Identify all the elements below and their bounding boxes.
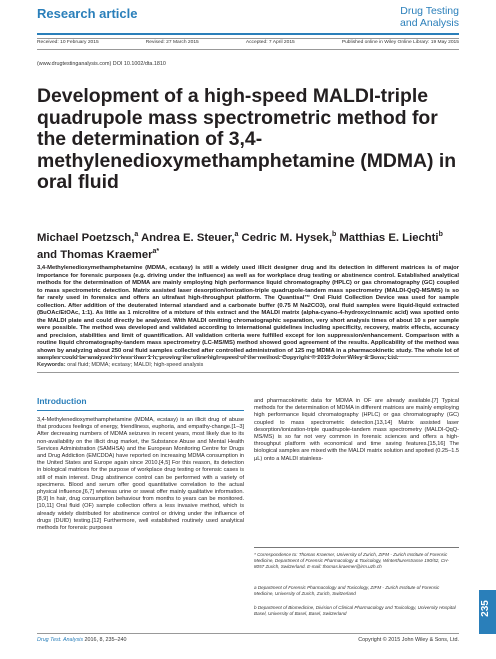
copyright: Copyright © 2015 John Wiley & Sons, Ltd.	[358, 637, 459, 643]
author-2: Andrea E. Steuer,$^a$	[140, 231, 239, 244]
doi-line[interactable]: (www.drugtestinganalysis.com) DOI 10.1002/dta.1810	[37, 61, 166, 67]
section-label: Research article	[37, 6, 138, 21]
citation	[37, 637, 127, 643]
keywords-rule-bottom	[37, 372, 459, 373]
keywords	[37, 362, 203, 368]
body-column-left: 3,4-Methylenedioxymethamphetamine (MDMA, ecstasy) is an illicit drug of abuse that produces feelings of energy, friendliness, euphoria, and empathy-change.[1–3] After decreasing numbers of MDMA seizures in recent years, most likely due to its non-availability on the illicit drug market, the Substance Abuse and Mental Health Services Administration (SAMHSA) and the European Monitoring Centre for Drugs and Drug Addiction (EMCDDA) have reported on increasing MDMA consumption in the United States and Europe again since 2010.[4,5] For this reason, its detection in biological matrices for the purpose of workplace drug testing or forensic cases is still of main interest. Drug abstinence control can be performed with a variety of specimens. Blood and serum offer good quantitative correlation to the actual physical influence,[6,7] whereas urine or sweat offer mainly qualitative information.[8,9] In hair, drug consumption behaviour from months to years can be monitored.[10,11] Oral fluid (OF) sample collection offers a less invasive method, which is already widely distributed for abstinence control or driving under the influence of drugs (DUID) testing.[12] Furthermore, well established routinely used analytical methods for forensic purposes	[37, 417, 244, 532]
footnote-rule	[254, 547, 459, 548]
author-3: Cedric M. Hysek,$^b$	[241, 231, 337, 244]
journal-name	[359, 5, 459, 29]
page-number: 235	[480, 600, 492, 617]
keywords-list: oral fluid; MDMA; ecstasy; MALDI; high-speed analysis	[67, 362, 204, 368]
article-dates	[37, 40, 459, 45]
header-rule	[37, 33, 459, 35]
keywords-rule-top	[37, 356, 459, 357]
dates-rule-bottom	[37, 49, 459, 50]
published-date: Published online in Wiley Online Library: 19 May 2015	[341, 40, 459, 45]
received-date: Received: 10 February 2015	[37, 40, 99, 45]
journal-name-line1: Drug Testing	[400, 5, 459, 17]
footnote-correspondence: * Correspondence to: Thomas Kraemer, University of Zurich, ZIFM - Zurich Institute of Forensic Medicine, Department of Forensic Pharmacology & Toxicology, Winterthurerstrasse 190/52, CH-8057 Zurich, Switzerland. E-mail: thomas.kraemer@irm.uzh.ch	[254, 552, 450, 569]
author-1: Michael Poetzsch,$^a$	[37, 231, 139, 244]
dates-rule-top	[37, 38, 459, 39]
footnote-affiliation-b: b Department of Biomedicine, Division of Clinical Pharmacology and Toxicology, University Hospital Basel, University of Basel, Basel, Switzerland	[254, 605, 456, 616]
journal-name-line2: and Analysis	[400, 17, 459, 29]
citation-journal: Drug Test. Analysis	[37, 637, 84, 643]
citation-volume-pages: 2016, 8, 235–240	[84, 637, 127, 643]
revised-date: Revised: 27 March 2015	[145, 40, 199, 45]
keywords-label: Keywords:	[37, 362, 66, 368]
footnote-affiliation-a: a Department of Forensic Pharmacology and Toxicology, ZIFM - Zurich Institute of Forensic Medicine, University of Zurich, Zurich, Switzerland	[254, 585, 440, 596]
section-heading-introduction: Introduction	[37, 396, 87, 406]
footer-rule	[37, 633, 459, 634]
body-column-right: and pharmacokinetic data for MDMA in OF are already available.[7] Typical methods for the determination of MDMA in different matrices are mainly employing high performance liquid chromatography (HPLC) or gas chromatography (GC) coupled to mass spectrometric detection.[13,14] Matrix assisted laser desorption/ionization-triple quadrupole-tandem mass spectrometry (MALDI-QqQ-MS/MS) is so far not very common in forensic sciences and offers a high-throughput platform with economical and time saving features.[15,16] The biological samples are mixed with the MALDI matrix solution and spotted (0.25–1.5 µL) onto a MALDI stainless-	[254, 398, 459, 462]
section-heading-rule	[37, 410, 244, 411]
accepted-date: Accepted: 7 April 2015	[245, 40, 295, 45]
article-title: Development of a high-speed MALDI-triple quadrupole mass spectrometric method for the determination of 3,4-methylenedioxymethamphetamine (MDMA) in oral fluid	[37, 85, 457, 193]
author-4: Matthias E. Liechti$^b$	[339, 231, 443, 244]
author-5: and Thomas Kraemer$^{a*}$	[37, 248, 160, 262]
abstract: 3,4-Methylenedioxymethamphetamine (MDMA, ecstasy) is still a widely used illicit designer drug and its detection in different matrices is of major importance for forensic purposes (e.g. driving under the influence) as well as for workplace drug testing or abstinence control. Established analytical methods for the determination of MDMA are mainly employing high performance liquid chromatography (HPLC) or gas chromatography (GC) coupled to mass spectrometric detection. Matrix assisted laser desorption/ionization-triple quadrupole-tandem mass spectrometry (MALDI-QqQ-MS/MS) is so far rarely used in forensics and offers an ultrafast high-throughput platform. The Quantisal™ Oral Fluid Collection Device was used for sample collection. After addition of the deuterated internal standard and a carbonate buffer (0.75 M Na2CO3), oral fluid samples were liquid-liquid extracted (BuOAc/EtOAc, 1:1). As little as 1 microlitre of a mixture of this extract and the MALDI matrix (alpha-cyano-4-hydroxycinnamic acid) was spotted onto the MALDI plate and could directly be analyzed. With MALDI omitting chromatographic separation, very short analysis times of about 10 s per sample were possible. The method was developed and validated according to international guidelines including specificity, recovery, matrix effects, accuracy and precision, stabilities and limit of quantification. All validation criteria were fulfilled except for ion suppression/enhancement. Comparison with a routine liquid chromatography-tandem mass spectrometry (LC-MS/MS) method showed good agreement of the results. Applicability of the method was shown by analyzing about 250 oral fluid samples collected after controlled administration of 125 mg MDMA in a pharmacokinetic study. The whole lot of samples could be analyzed in less than 1 h, proving the ultra-high-speed of the method. Copyright © 2015 John Wiley & Sons, Ltd.	[37, 265, 459, 361]
author-list	[37, 228, 467, 263]
